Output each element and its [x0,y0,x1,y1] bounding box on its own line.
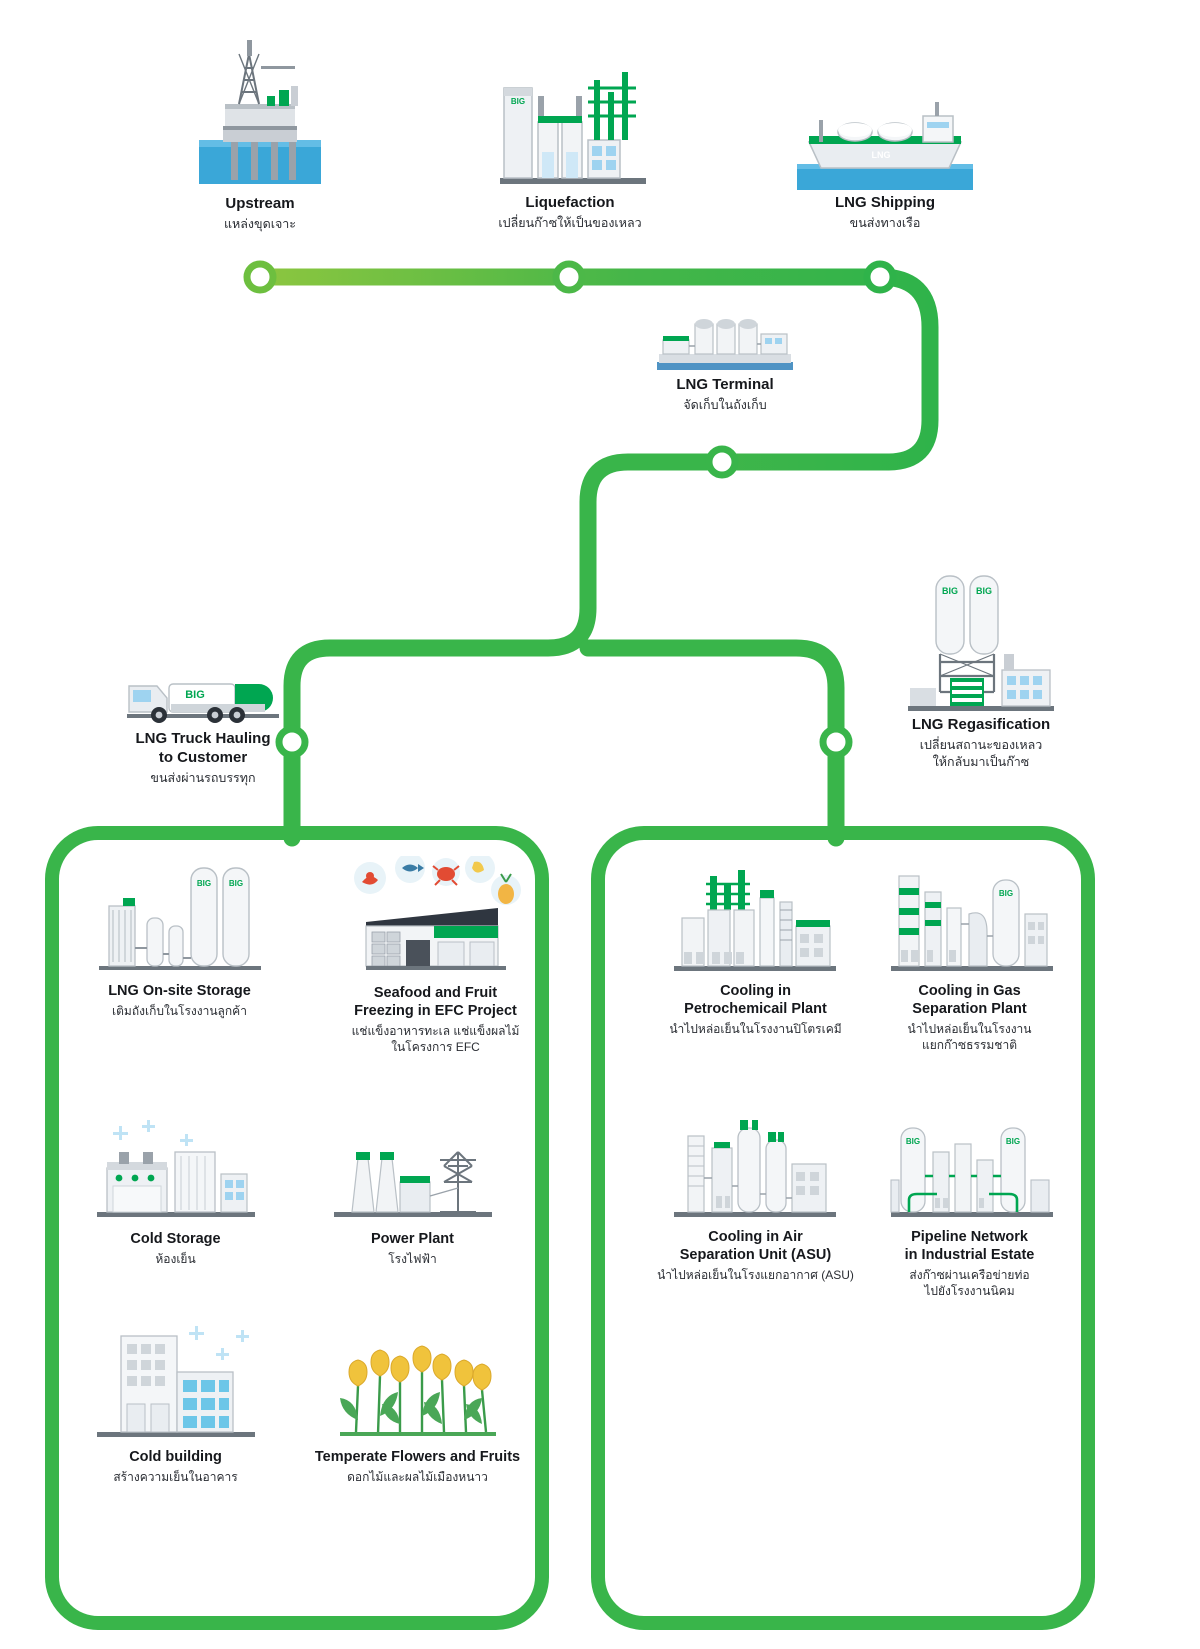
item-cooling-petrochemical-plant [628,862,883,1037]
node-subtitle-line2: ให้กลับมาเป็นก๊าซ [932,754,1030,769]
cold-storage-icon [91,1112,261,1222]
lng-onsite-storage-icon [95,862,265,974]
cold-building-icon [91,1320,261,1440]
item-seafood-fruit-freezing [308,856,563,1056]
node-lng-terminal [620,306,830,414]
item-title-line2: Separation Unit (ASU) [679,1247,832,1264]
item-title-line1: Seafood and Fruit [373,985,498,1001]
node-subtitle: แหล่งขุดเจาะ [223,216,297,231]
item-subtitle: สร้างความเย็นในอาคาร [113,1470,238,1485]
node-title-line1: LNG Truck Hauling [135,730,271,747]
item-cooling-air-separation-unit [628,1108,883,1283]
item-title-line2: Petrochemicail Plant [684,1001,827,1018]
item-title: Power Plant [371,1231,454,1247]
node-subtitle: จัดเก็บในถังเก็บ [683,397,767,412]
svg-text:BIG: BIG [510,97,526,106]
item-title-line2: Freezing in EFC Project [354,1003,517,1020]
item-subtitle-line2: ในโครงการ EFC [391,1040,480,1055]
item-subtitle-line1: ส่งก๊าซผ่านเครือข่ายท่อ [909,1268,1030,1283]
item-title-line1: Cooling in Air [708,1229,803,1245]
node-title: Upstream [225,195,295,212]
node-title-line2: to Customer [158,748,248,766]
pipeline-network-icon [885,1108,1055,1220]
node-title: Liquefaction [525,194,615,211]
node-upstream [160,30,360,233]
node-subtitle: ขนส่งทางเรือ [849,215,921,230]
node-liquefaction [460,52,680,232]
item-temperate-flowers-fruits [290,1320,545,1485]
node-subtitle: ขนส่งผ่านรถบรรทุก [150,770,256,785]
seafood-freezing-icon [348,856,523,976]
svg-text:BIG: BIG [998,889,1013,898]
item-title-line1: Cooling in [720,983,791,999]
air-separation-unit-icon [668,1108,843,1220]
item-cold-storage [68,1112,283,1267]
item-subtitle: ห้องเย็น [155,1252,196,1267]
item-subtitle-line2: ไปยังโรงงานนิคม [924,1284,1015,1299]
item-cooling-gas-separation-plant [862,862,1077,1054]
liquefaction-plant-icon [490,52,650,194]
item-title: Temperate Flowers and Fruits [314,1449,521,1465]
item-subtitle: โรงไฟฟ้า [388,1252,437,1267]
svg-text:LNG: LNG [871,150,891,160]
item-title: Cold building [129,1449,222,1465]
svg-text:BIG: BIG [905,1137,920,1146]
flowers-fruits-icon [330,1320,505,1440]
node-lng-shipping [780,86,990,232]
svg-text:BIG: BIG [185,689,205,701]
item-title: LNG On-site Storage [108,983,251,999]
item-subtitle-line1: นำไปหล่อเย็นในโรงงาน [907,1022,1032,1037]
svg-text:BIG: BIG [196,879,211,888]
item-title-line1: Pipeline Network [911,1229,1028,1245]
item-title-line1: Cooling in Gas [918,983,1021,999]
item-subtitle: นำไปหล่อเย็นในโรงงานปิโตรเคมี [669,1022,842,1037]
petrochemical-plant-icon [668,862,843,974]
node-subtitle: เปลี่ยนก๊าซให้เป็นของเหลว [498,215,642,230]
node-title: LNG Regasification [911,716,1051,733]
power-plant-icon [328,1112,498,1222]
svg-text:BIG: BIG [228,879,243,888]
node-title: LNG Shipping [835,194,935,211]
item-title: Cold Storage [130,1231,221,1247]
item-pipeline-network-industrial-estate [862,1108,1077,1300]
svg-text:BIG: BIG [975,586,993,596]
gas-separation-plant-icon [885,862,1055,974]
node-subtitle-line1: เปลี่ยนสถานะของเหลว [919,737,1043,752]
lng-truck-icon [123,660,283,730]
lng-terminal-icon [655,306,795,376]
svg-text:BIG: BIG [1005,1137,1020,1146]
item-title-line2: in Industrial Estate [904,1247,1035,1264]
node-lng-truck-hauling [78,660,328,786]
svg-text:BIG: BIG [941,586,959,596]
item-cold-building [68,1320,283,1485]
lng-ship-icon [795,86,975,194]
node-title: LNG Terminal [676,376,774,393]
item-power-plant [305,1112,520,1267]
item-subtitle-line2: แยกก๊าซธรรมชาติ [922,1038,1017,1053]
regasification-plant-icon [906,566,1056,716]
item-subtitle: เติมถังเก็บในโรงงานลูกค้า [112,1004,247,1019]
node-lng-regasification [856,566,1106,771]
item-subtitle: ดอกไม้และผลไม้เมืองหนาว [347,1470,488,1485]
upstream-rig-icon [195,30,325,195]
item-lng-onsite-storage [72,862,287,1019]
item-subtitle: นำไปหล่อเย็นในโรงแยกอากาศ (ASU) [657,1268,854,1283]
item-subtitle-line1: แช่แข็งอาหารทะเล แช่แข็งผลไม้ [351,1024,520,1039]
item-title-line2: Separation Plant [912,1001,1027,1018]
